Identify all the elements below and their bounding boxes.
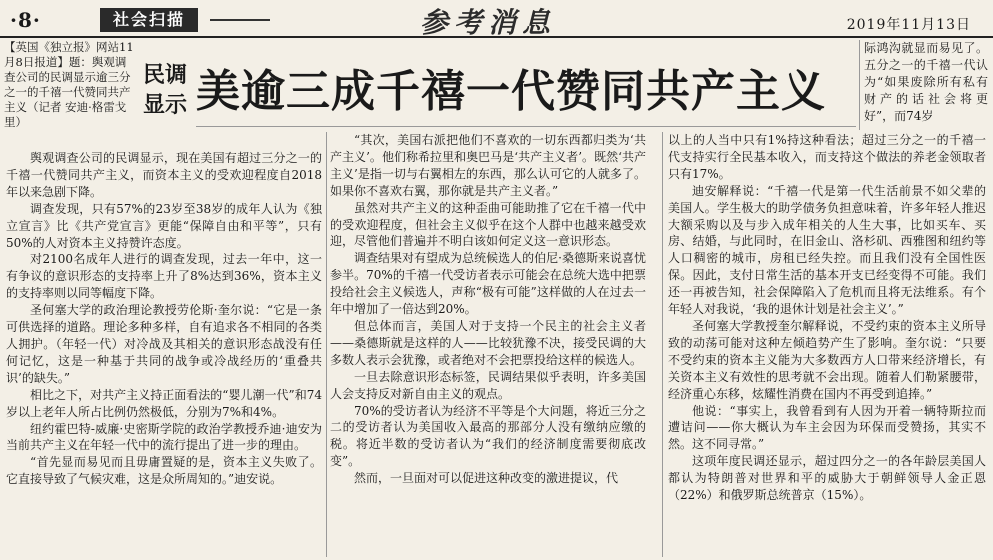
paragraph: 他说：“事实上，我曾看到有人因为开着一辆特斯拉而遭诘问——你大概认为车主会因为环保而受赞扬，其实不然。这不同寻常。” [668, 403, 986, 452]
paragraph: 纽约霍巴特-威廉·史密斯学院的政治学教授乔迪·迪安为当前共产主义在年轻一代中的流行提出了进一步的理由。 [6, 421, 322, 453]
paragraph: 调查发现，只有57%的23岁至38岁的成年人认为《独立宣言》比《共产党宣言》更能“保障自由和平等”，只有50%的人对资本主义持赞许态度。 [6, 201, 322, 250]
tag-line-2: 显示 [142, 92, 187, 118]
article-tag [140, 60, 190, 120]
column-divider [326, 132, 327, 557]
page-number: ·8· [10, 8, 41, 32]
paragraph: 际鸿沟就显而易见了。五分之一的千禧一代认为“如果废除所有私有财产的话社会将更好”，而74岁 [864, 41, 988, 123]
tag-line-1: 民调 [142, 62, 187, 88]
paragraph: 调查结果对有望成为总统候选人的伯尼·桑德斯来说喜忧参半。70%的千禧一代受访者表示可能会在总统大选中把票投给社会主义候选人，声称“极有可能”这样做的人在过去一年中增加了一倍达到20%。 [330, 251, 646, 317]
page-header [0, 0, 993, 39]
header-rule [210, 19, 270, 21]
column-divider [859, 40, 860, 130]
paragraph: 舆观调查公司的民调显示，现在美国有超过三分之一的千禧一代赞同共产主义，而资本主义的受欢迎程度自2018年以来急剧下降。 [6, 151, 322, 199]
paragraph: 然而，一旦面对可以促进这种改变的激进提议，代 [354, 471, 619, 486]
article-intro [4, 40, 136, 130]
paragraph: 70%的受访者认为经济不平等是个大问题，将近三分之二的受访者认为美国收入最高的那部分人没有缴纳应缴的税。将近半数的受访者认为“我们的经济制度需要彻底改变”。 [330, 403, 646, 469]
paragraph: 相比之下，对共产主义持正面看法的“婴儿潮一代”和74岁以上老年人所占比例仍然极低，分别为7%和4%。 [6, 387, 322, 419]
paragraph: 虽然对共产主义的这种歪曲可能助推了它在千禧一代中的受欢迎程度，但社会主义似乎在这个人群中也越来越受欢迎，尽管他们普遍并不明白该如何定义这一意识形态。 [330, 200, 646, 249]
masthead-logo: 参考消息 [420, 6, 557, 39]
headline-rule [196, 126, 856, 127]
article-column-3-top [864, 40, 988, 125]
paragraph: “首先显而易见而且毋庸置疑的是，资本主义失败了。它直接导致了气候灾难，这是众所周知的。”迪安说。 [6, 455, 322, 487]
paragraph: “其次，美国右派把他们不喜欢的一切东西都归类为‘共产主义’。他们称希拉里和奥巴马是‘共产主义者’。既然‘共产主义’是指一切与右翼相左的东西，那么认可它的人就多了。如果你不喜欢右翼，那你就是共产主义者。” [330, 133, 646, 198]
article-column-2 [330, 132, 646, 487]
intro-text: 【英国《独立报》网站11月8日报道】题：舆观调查公司的民调显示逾三分之一的千禧一代赞同共产主义（记者 安迪·格雷戈里） [4, 40, 134, 129]
article-column-1 [6, 150, 322, 488]
header-divider [0, 36, 993, 38]
paragraph: 以上的人当中只有1%持这种看法；超过三分之一的千禧一代支持实行全民基本收入，而支持这个做法的养老金领取者只有17%。 [668, 133, 986, 181]
paragraph: 圣何塞大学的政治理论教授劳伦斯·奎尔说：“它是一条可供选择的道路。理论多种多样，自有追求各不相同的各类人拥护。（年轻一代）对冷战及其相关的意识形态战没有任何记忆，这是一种基于共同的战争或冷战经历的‘重叠共识’的缺失。” [6, 303, 322, 385]
column-divider [662, 132, 663, 557]
paragraph: 但总体而言，美国人对于支持一个民主的社会主义者——桑德斯就是这样的人——比较犹豫不决，接受民调的大多数人表示会犹豫，或者绝对不会把票投给这样的候选人。 [330, 318, 646, 367]
paragraph: 一旦去除意识形态标签，民调结果似乎表明，许多美国人会支持反对新自由主义的观点。 [330, 369, 646, 401]
paragraph: 圣何塞大学教授奎尔解释说，不受约束的资本主义所导致的动荡可能对这种左倾趋势产生了影响。奎尔说：“只要不受约束的资本主义能为大多数西方人口带来经济增长，有关资本主义有效性的思考就不会出现。随着人们勒紧腰带，经济重心东移，炫耀性消费在国内不再受到追捧。” [668, 318, 986, 401]
issue-date: 2019年11月13日 [846, 17, 971, 33]
article-column-3 [668, 132, 986, 504]
paragraph: 这项年度民调还显示，超过四分之一的各年龄层美国人都认为特朗普对世界和平的威胁大于朝鲜领导人金正恩（22%）和俄罗斯总统普京（15%）。 [668, 454, 986, 503]
paragraph: 迪安解释说：“千禧一代是第一代生活前景不如父辈的美国人。学生极大的助学债务负担意味着，许多年轻人推迟大额采购以及与步入成年相关的人生大事，比如买车、买房、结婚，与此同时，在旧金山、洛杉矶、西雅图和纽约等人口稠密的城市，房租已经失控。而且我们没有全国性医保。因此，支付日常生活的基本开支已经变得不可能。我们还一再被告知，社会保障陷入了危机而且将无法维系。有个年轻人对我说，‘我的退休计划是社会主义’。” [668, 183, 986, 317]
article-headline: 美逾三成千禧一代赞同共产主义 [196, 66, 826, 117]
section-badge: 社会扫描 [100, 8, 198, 32]
paragraph: 对2100名成年人进行的调查发现，过去一年中，这一有争议的意识形态的支持率上升了8%达到36%，资本主义的支持率则以同等幅度下降。 [6, 252, 322, 301]
